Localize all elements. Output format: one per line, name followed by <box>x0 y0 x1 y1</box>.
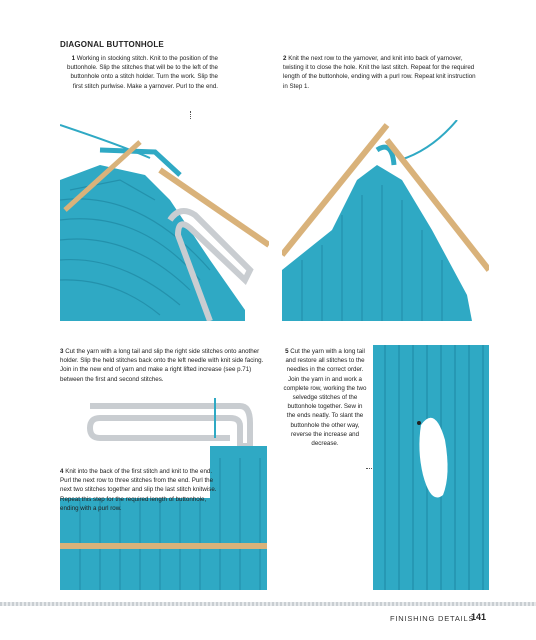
step-4-caption <box>60 467 220 513</box>
footer-section-label: FINISHING DETAILS <box>390 614 475 623</box>
step-1-caption <box>60 54 218 91</box>
step-5-text: Cut the yarn with a long tail and restore all stitches to the needles in the correct order. Join the yarn in and work a complete row, working the two selvedge stitches of the buttonhole together. Sew in the ends neatly. To slant the buttonhole the other way, reverse the increase and decrease. <box>283 348 367 448</box>
step-3-number: 3 <box>60 348 64 355</box>
step-3-text: Cut the yarn with a long tail and slip the right side stitches onto another holder. Slip the held stitches back onto the left needle with knit side facing. Join in the new end of yarn and make a right lifted increase (see p.71) between the first and second stitches. <box>60 348 264 383</box>
step-2-number: 2 <box>283 55 287 62</box>
step-2-text: Knit the next row to the yarnover, and knit into back of yarnover, twisting it to close the hole. Knit the last stitch. Repeat for the required length of the buttonhole, ending with a purl row. Repeat knit instruction in Step 1. <box>283 55 476 90</box>
step-1-text: Working in stocking stitch. Knit to the position of the buttonhole. Slip the stitches that will be to the left of the buttonhole onto a stitch holder. Turn the work. Slip the first stitch purlwise. Make a yarnover. Purl to the end. <box>67 55 218 90</box>
step-3-caption <box>60 347 270 384</box>
step-5-number: 5 <box>285 348 289 355</box>
step-4-number: 4 <box>60 468 64 475</box>
page-number: 141 <box>471 612 487 622</box>
footer-rule <box>0 602 536 606</box>
photo-step-1 <box>60 120 269 321</box>
step-1-number: 1 <box>71 55 76 62</box>
step-2-caption <box>283 54 479 91</box>
photo-step-5 <box>373 345 489 590</box>
section-heading: DIAGONAL BUTTONHOLE <box>60 40 164 49</box>
step-4-text: Knit into the back of the first stitch and knit to the end. Purl the next row to three stitches from the end. Purl the next two stitches together and slip the last stitch knitwise. Repeat this step for the required length of buttonhole, ending with a purl row. <box>60 468 217 512</box>
photo-step-2 <box>282 120 489 321</box>
step-5-caption <box>283 347 367 448</box>
